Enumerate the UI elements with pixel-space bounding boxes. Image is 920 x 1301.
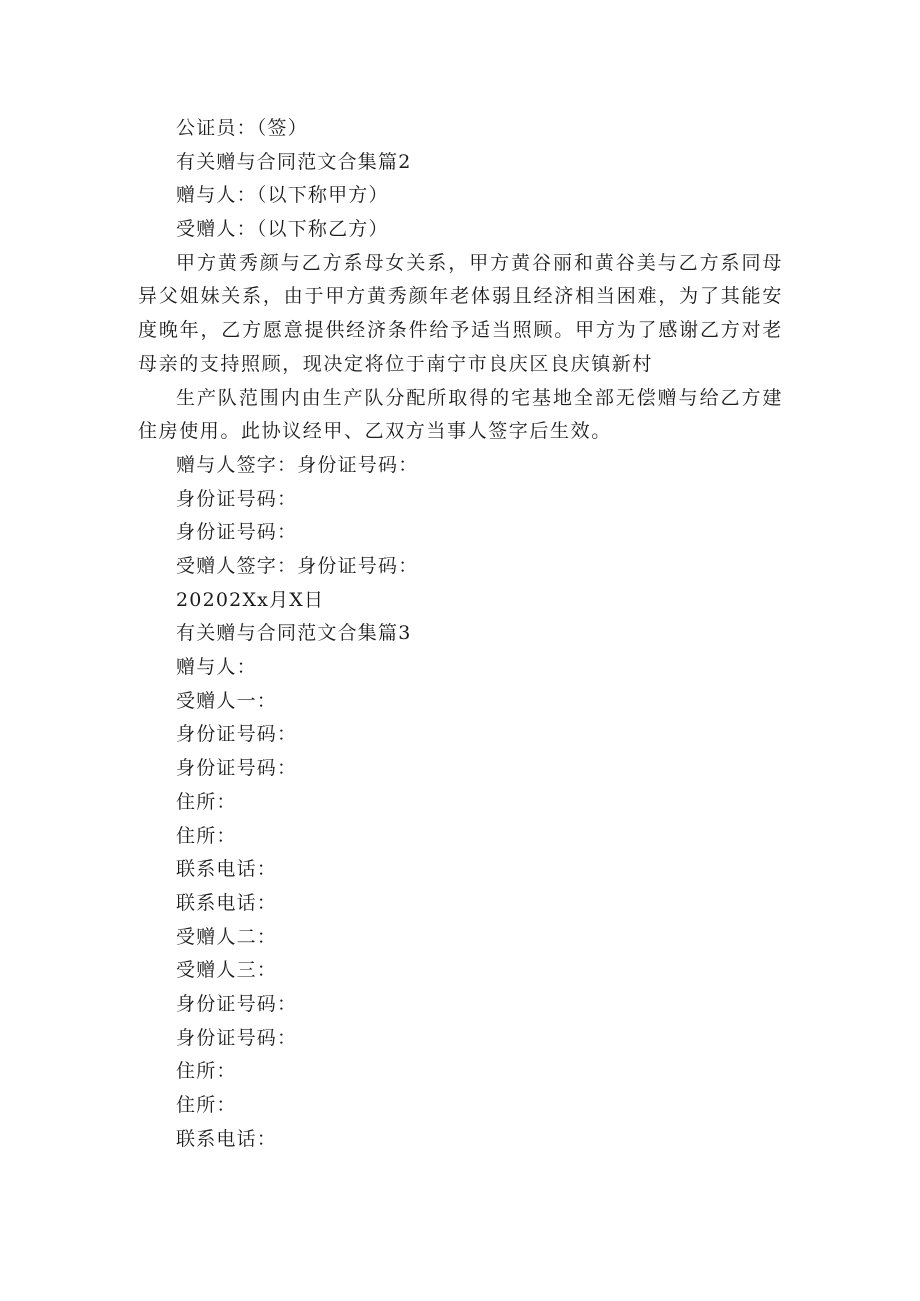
date-line: 20202Xx月X日 [176,588,325,611]
notary-signature-line: 公证员：（签） [176,117,308,139]
address-field: 住所： [176,1060,237,1083]
address-field: 住所： [176,824,237,847]
phone-field: 联系电话： [176,858,278,881]
donor-line: 赠与人：（以下称甲方） [176,184,389,207]
phone-field: 联系电话： [176,891,278,914]
agreement-paragraph-1: 甲方黄秀颜与乙方系母女关系，甲方黄谷丽和黄谷美与乙方系同母异父姐妹关系，由于甲方黄秀颜年老体弱且经济相当困难，为了其能安度晚年，乙方愿意提供经济条件给予适当照顾。甲方为了感谢乙方对老母亲的支持照顾，现决定将位于南宁市良庆区良庆镇新村 [138,251,783,375]
donee-line: 受赠人：（以下称乙方） [176,218,389,241]
id-number-field: 身份证号码： [176,1026,298,1049]
agreement-paragraph-2: 生产队范围内由生产队分配所取得的宅基地全部无偿赠与给乙方建住房使用。此协议经甲、乙双方当事人签字后生效。 [138,386,783,443]
section-heading-3: 有关赠与合同范文合集篇3 [176,622,412,645]
donor-field: 赠与人： [176,656,257,679]
id-number-field: 身份证号码： [176,723,298,746]
id-number-field: 身份证号码： [176,992,298,1015]
id-number-field: 身份证号码： [176,757,298,780]
address-field: 住所： [176,790,237,813]
id-number-line: 身份证号码： [176,521,298,544]
donor-signature-line: 赠与人签字：身份证号码： [176,453,419,476]
donee-three-field: 受赠人三： [176,959,278,982]
document-body [138,112,783,1156]
donee-signature-line: 受赠人签字：身份证号码： [176,555,419,578]
phone-field: 联系电话： [176,1127,278,1150]
donee-two-field: 受赠人二： [176,925,278,948]
id-number-line: 身份证号码： [176,487,298,510]
section-heading-2: 有关赠与合同范文合集篇2 [176,150,412,173]
address-field: 住所： [176,1094,237,1117]
donee-one-field: 受赠人一： [176,689,278,712]
